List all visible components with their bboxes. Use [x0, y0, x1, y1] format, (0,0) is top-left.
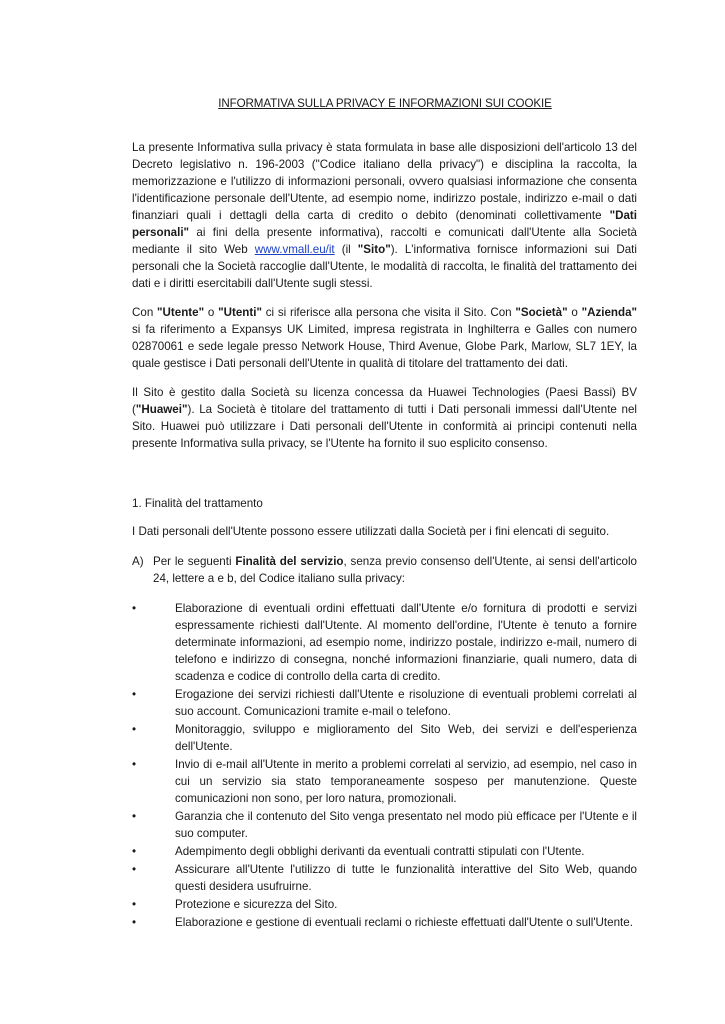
bullet-icon: •	[132, 688, 137, 701]
intro-text-3: (il	[334, 243, 358, 256]
definitions-paragraph	[132, 304, 637, 372]
list-item	[132, 600, 637, 685]
list-item	[132, 808, 637, 842]
item-a-marker: A)	[132, 555, 144, 568]
list-item-text: Elaborazione di eventuali ordini effettuati dall'Utente e/o fornitura di prodotti e servizi espressamente richiesti dall'Utente. Al momento dell'ordine, l'Utente è tenuto a fornire determinate informazioni, ad esempio nome, indirizzo postale, indirizzo e-mail, numero di telefono e indirizzo di consegna, nonché informazioni finanziarie, quali numero, data di scadenza e codice di controllo della carta di credito.	[175, 602, 637, 683]
bullet-icon: •	[132, 845, 137, 858]
intro-paragraph	[132, 139, 637, 292]
list-item-text: Assicurare all'Utente l'utilizzo di tutte le funzionalità interattive del Sito Web, quando questi desidera usufruirne.	[175, 863, 637, 893]
list-item-text: Garanzia che il contenuto del Sito venga presentato nel modo più efficace per l'Utente e il suo computer.	[175, 810, 637, 840]
intro-bold-sito: "Sito"	[357, 243, 391, 256]
bullet-icon: •	[132, 602, 137, 615]
definitions-bold-azienda: "Azienda"	[581, 306, 638, 319]
list-item-text: Monitoraggio, sviluppo e miglioramento del Sito Web, dei servizi e dell'esperienza dell'Utente.	[175, 723, 637, 753]
license-paragraph	[132, 384, 637, 452]
definitions-text-3: ci si riferisce alla persona che visita il Sito. Con	[261, 306, 516, 319]
definitions-bold-utenti: "Utenti"	[218, 306, 262, 319]
item-a-text-1: Per le seguenti	[153, 555, 236, 568]
intro-text-1: La presente Informativa sulla privacy è stata formulata in base alle disposizioni dell'articolo 13 del Decreto legislativo n. 196-2003 ("Codice italiano della privacy") e disciplina la raccolta, la memorizzazione e l'utilizzo di informazioni personali, ovvero qualsiasi informazione che consenta l'identificazione personale dell'Utente, ad esempio nome, indirizzo postale, indirizzo e-mail o dati finanziari quali i dettagli della carta di credito o debito (denominati collettivamente	[132, 141, 637, 222]
item-a-text-2: , senza previo consenso dell'Utente, ai sensi dell'articolo 24, lettere a e b, del Codice italiano sulla privacy:	[153, 555, 637, 585]
definitions-bold-utente: "Utente"	[157, 306, 205, 319]
bullet-icon: •	[132, 863, 137, 876]
service-purposes-list	[132, 600, 637, 932]
list-item	[132, 686, 637, 720]
bullet-icon: •	[132, 758, 137, 771]
intro-text-2: ai fini della presente informativa), raccolti e comunicati dall'Utente alla Società mediante il sito Web	[132, 226, 637, 256]
intro-bold-dati-personali: "Dati personali"	[132, 209, 637, 239]
definitions-text-5: si fa riferimento a Expansys UK Limited, impresa registrata in Inghilterra e Galles con numero 02870061 e sede legale presso Network House, Third Avenue, Globe Park, Marlow, SL7 1EY, la quale gestisce i Dati personali dell'Utente in qualità di titolare del trattamento dei dati.	[132, 323, 637, 370]
page-title: INFORMATIVA SULLA PRIVACY E INFORMAZIONI SUI COOKIE	[218, 97, 552, 110]
bullet-icon: •	[132, 898, 137, 911]
list-item	[132, 843, 637, 860]
list-item-text: Protezione e sicurezza del Sito.	[175, 898, 338, 911]
section-1-item-a	[132, 553, 637, 587]
list-item	[132, 914, 637, 931]
section-1-intro: I Dati personali dell'Utente possono essere utilizzati dalla Società per i fini elencati di seguito.	[132, 525, 610, 538]
list-item	[132, 721, 637, 755]
list-item-text: Erogazione dei servizi richiesti dall'Utente e risoluzione di eventuali problemi correlati al suo account. Comunicazioni tramite e-mail o telefono.	[175, 688, 637, 718]
list-item	[132, 896, 637, 913]
definitions-text-1: Con	[132, 306, 158, 319]
definitions-text-4: o	[567, 306, 582, 319]
list-item	[132, 861, 637, 895]
section-1-heading: 1. Finalità del trattamento	[132, 497, 263, 510]
item-a-text	[153, 553, 637, 587]
bullet-icon: •	[132, 916, 137, 929]
intro-text-4: ). L'informativa fornisce informazioni sui Dati personali che la Società raccoglie dall'Utente, le modalità di raccolta, le finalità del trattamento dei dati e i diritti esercitabili dall'Utente sugli stessi.	[132, 243, 637, 290]
definitions-bold-societa: "Società"	[515, 306, 568, 319]
bullet-icon: •	[132, 810, 137, 823]
license-bold-huawei: "Huawei"	[135, 403, 188, 416]
list-item	[132, 756, 637, 807]
vmall-link[interactable]: www.vmall.eu/it	[254, 243, 335, 256]
list-item-text: Adempimento degli obblighi derivanti da eventuali contratti stipulati con l'Utente.	[175, 845, 585, 858]
item-a-bold-finalita: Finalità del servizio	[235, 555, 344, 568]
list-item-text: Elaborazione e gestione di eventuali reclami o richieste effettuati dall'Utente o sull'Utente.	[175, 916, 633, 929]
definitions-text-2: o	[204, 306, 219, 319]
bullet-icon: •	[132, 723, 137, 736]
license-text-1: Il Sito è gestito dalla Società su licenza concessa da Huawei Technologies (Paesi Bassi) BV (	[132, 386, 637, 416]
license-text-2: ). La Società è titolare del trattamento di tutti i Dati personali immessi dall'Utente nel Sito. Huawei può utilizzare i Dati personali dell'Utente in conformità ai principi contenuti nella presente Informativa sulla privacy, se l'Utente ha fornito il suo esplicito consenso.	[132, 403, 637, 450]
list-item-text: Invio di e-mail all'Utente in merito a problemi correlati al servizio, ad esempio, nel caso in cui un servizio sia stato temporaneamente sospeso per manutenzione. Queste comunicazioni non sono, per loro natura, promozionali.	[175, 758, 637, 805]
